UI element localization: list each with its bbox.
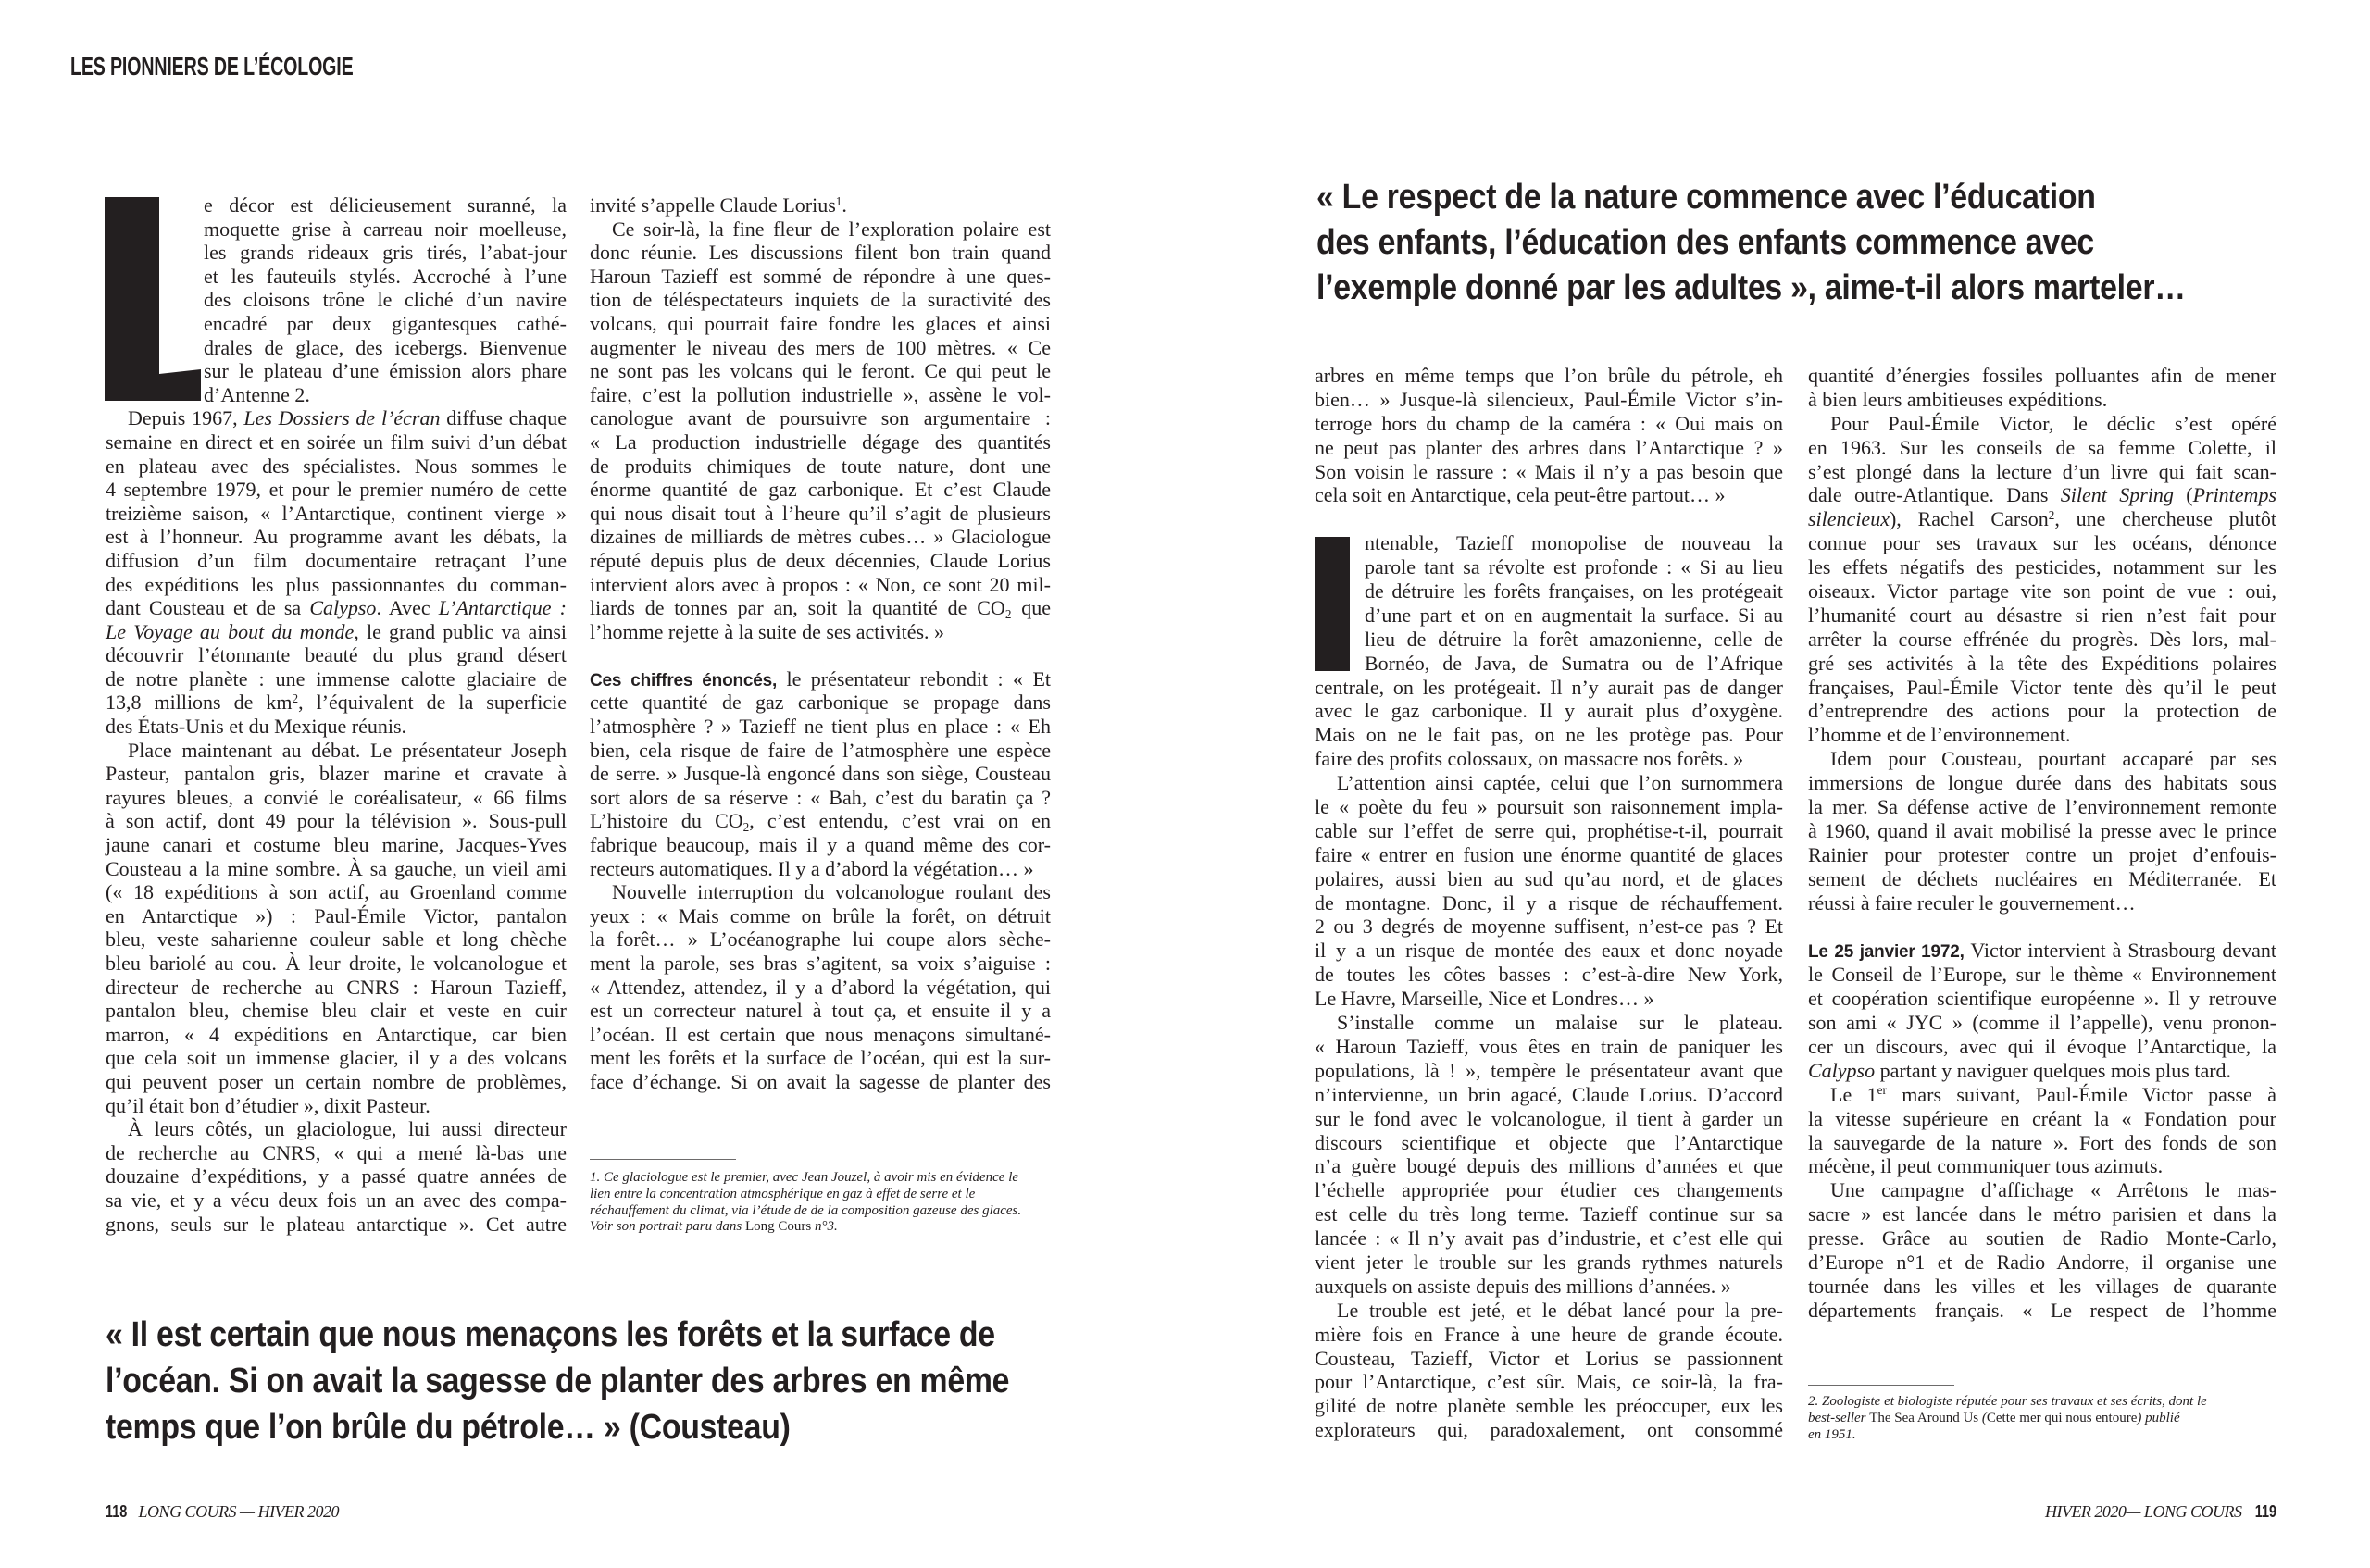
paragraph-gap xyxy=(590,643,1051,667)
text-line: les grands rideaux gris tirés, l’abat-jour xyxy=(204,241,567,265)
roman-text: The Sea Around Us xyxy=(1869,1410,1979,1425)
text-line: gnons, seuls sur le plateau antarctique ». Cet autre xyxy=(106,1212,567,1236)
text-line: oiseaux. Victor partage vite son point de vue : oui, xyxy=(1808,579,2276,604)
paragraph xyxy=(1315,531,1783,771)
text-line: Son voisin le rassure : « Mais il n’y a pas besoin que xyxy=(1315,459,1783,483)
text-line: 2 ou 3 degrés de moyenne suffisent, n’est-ce pas ? Et xyxy=(1315,915,1783,939)
text-line: ne sont pas les volcans qui le feront. Ce qui peut le xyxy=(590,359,1051,383)
text-line: ntenable, Tazieff monopolise de nouveau la xyxy=(1365,531,1783,555)
text-line: des expéditions les plus passionnantes du comman- xyxy=(106,572,567,596)
text-line: Pour Paul-Émile Victor, le déclic s’est opéré xyxy=(1830,411,2276,435)
italic-text: Printemps xyxy=(2192,483,2277,507)
text-line: gré ses activités à la tête des Expéditions polaires xyxy=(1808,651,2276,675)
paragraph xyxy=(590,218,1051,644)
text-line: diffusion d’un film documentaire retraçant l’une xyxy=(106,548,567,572)
text-line: intervient alors avec à propos : « Non, ce sont 20 mil- xyxy=(590,572,1051,596)
text-line: d’entreprendre des actions pour la protection de xyxy=(1808,699,2276,723)
footnote-rule xyxy=(590,1159,736,1160)
paragraph xyxy=(106,1117,567,1236)
text-line: moquette grise à carreau noir moelleuse, xyxy=(204,217,567,241)
text-line: L’histoire du CO2, c’est entendu, c’est vrai on en xyxy=(590,809,1051,835)
page-number: 119 xyxy=(2254,1502,2276,1521)
text-line: l’océan. Si on avait la sagesse de planter des arbres en même xyxy=(106,1362,1010,1400)
text-line: cette quantité de gaz carbonique se propage dans xyxy=(590,691,1051,715)
paragraph xyxy=(1315,364,1783,507)
text-line: des cloisons trône le cliché d’un navire xyxy=(204,288,567,312)
text-line: Pasteur, pantalon gris, blazer marine et cravate à xyxy=(106,762,567,786)
text-line: (« 18 expéditions à son actif, au Groenland comme xyxy=(106,880,567,904)
text-line: « Haroun Tazieff, vous êtes en train de paniquer les xyxy=(1315,1034,1783,1058)
text-line: la forêt… » L’océanographe lui coupe alors sèche- xyxy=(590,927,1051,952)
italic-text: Le Voyage au bout du monde xyxy=(106,619,355,643)
text-line: Nouvelle interruption du volcanologue roulant des xyxy=(612,880,1051,904)
paragraph xyxy=(1808,364,2276,412)
paragraph xyxy=(1808,412,2276,747)
paragraph xyxy=(1315,771,1783,1011)
text-line: Le 1er mars suivant, Paul-Émile Victor passe à xyxy=(1830,1082,2276,1106)
bold-lead-in: Ces chiffres énoncés, xyxy=(590,670,778,691)
text-line: sacre » est lancée dans le métro parisien et dans la xyxy=(1808,1202,2276,1226)
paragraph xyxy=(1315,1011,1783,1299)
text-line: à bien leurs ambitieuses expéditions. xyxy=(1808,387,2108,411)
text-line: à 1960, quand il avait mobilisé la presse avec le prince xyxy=(1808,818,2276,842)
text-line: explorateurs qui, paradoxalement, ont consommé xyxy=(1315,1418,1783,1442)
text-line: yeux : « Mais comme on brûle la forêt, on détruit xyxy=(590,903,1051,927)
text-line: « Il est certain que nous menaçons les forêts et la surface de xyxy=(106,1315,995,1354)
text-line: marron, « 4 expéditions en Antarctique, car bien xyxy=(106,1022,567,1046)
text-line: de recherche au CNRS, « qui a mené là-bas une xyxy=(106,1140,567,1164)
text-line: réchauffement du climat, via l’étude de de la composition gazeuse des glaces. xyxy=(590,1202,1022,1218)
paragraph xyxy=(590,880,1051,1093)
text-line: dale outre-Atlantique. Dans Silent Spring (Printemps xyxy=(1808,483,2277,507)
article-column-2 xyxy=(590,193,1051,1094)
folio-right xyxy=(2045,1502,2276,1521)
paragraph xyxy=(1808,1178,2276,1322)
footnote-1 xyxy=(590,1170,1051,1236)
text-line: auxquels on assiste depuis des millions d’années. » xyxy=(1315,1274,1731,1298)
text-line: parole tant sa révolte est profonde : « Si au lieu xyxy=(1365,555,1783,579)
text-line: qu’il était bon d’étudier », dixit Pasteur. xyxy=(106,1093,430,1117)
text-line: arbres en même temps que l’on brûle du pétrole, eh xyxy=(1315,364,1783,387)
text-line: son ami « JYC » (comme il l’appelle), venu pronon- xyxy=(1808,1011,2276,1035)
article-column-4 xyxy=(1808,364,2276,1323)
folio-left xyxy=(106,1502,339,1521)
text-line: l’exemple donné par les adultes », aime-t-il alors marteler… xyxy=(1316,268,2186,307)
text-line: S’installe comme un malaise sur le plateau. xyxy=(1337,1011,1783,1035)
text-line: cela soit en Antarctique, cela peut-être partout… » xyxy=(1315,483,1726,507)
pull-quote-victor xyxy=(1316,175,2186,311)
text-line: Cousteau, Tazieff, Victor et Lorius se passionnent xyxy=(1315,1346,1783,1370)
article-column-1 xyxy=(106,193,567,1236)
text-line: lancée : « Il n’y avait pas d’industrie, et c’est elle qui xyxy=(1315,1226,1783,1251)
text-line: faire des profits colossaux, on massacre nos forêts. » xyxy=(1315,747,1744,771)
publication-issue: LONG COURS — HIVER 2020 xyxy=(138,1502,340,1521)
text-line: invité s’appelle Claude Lorius$^1$. xyxy=(590,193,847,217)
text-line: lieu de détruire la forêt amazonienne, celle de xyxy=(1365,627,1783,651)
text-line: centrale, on les protégeait. Il n’y aurait pas de danger xyxy=(1315,675,1783,699)
text-line: la mer. Sa défense active de l’environnement remonte xyxy=(1808,795,2276,819)
text-line: de notre planète : une immense calotte glaciaire de xyxy=(106,666,567,691)
paragraph xyxy=(1315,1299,1783,1442)
text-line: mière fois en France à une heure de grande écoute. xyxy=(1315,1322,1783,1346)
italic-text: Silent Spring xyxy=(2060,483,2174,507)
text-line: discours scientifique et objecte que l’Antarctique xyxy=(1315,1130,1783,1154)
text-line: en 1951. xyxy=(1808,1426,1856,1442)
text-line: bien… » Jusque-là silencieux, Paul-Émile Victor s’in- xyxy=(1315,387,1783,411)
text-line: l’atmosphère ? » Tazieff ne tient plus en place : « Eh xyxy=(590,715,1051,739)
text-line: ment les forêts et la surface de l’océan, qui est la sur- xyxy=(590,1046,1051,1070)
text-line: sur le plateau d’une émission alors phare xyxy=(204,359,567,383)
text-line: arrêter la course effrénée du progrès. Dès lors, mal- xyxy=(1808,627,2276,651)
text-line: l’échelle appropriée pour étudier ces changements xyxy=(1315,1178,1783,1202)
superscript: er xyxy=(1877,1083,1887,1098)
text-line: faire, c’est la pollution industrielle », assène le vol- xyxy=(590,382,1051,406)
text-line: Place maintenant au débat. Le présentateur Joseph xyxy=(128,738,567,762)
text-line: françaises, Paul-Émile Victor tente dès qu’il le peut xyxy=(1808,675,2276,699)
superscript: 1 xyxy=(835,193,842,208)
paragraph xyxy=(590,667,1051,880)
text-line: qui peuvent poser un certain nombre de problèmes, xyxy=(106,1069,567,1093)
text-line: est à l’honneur. Au programme avant les débats, la xyxy=(106,525,567,549)
text-line: d’Europe n°1 et de Radio Andorre, il organise une xyxy=(1808,1250,2276,1274)
publication-issue: HIVER 2020— LONG COURS xyxy=(2044,1502,2242,1521)
text-line: 1. Ce glaciologue est le premier, avec Jean Jouzel, à avoir mis en évidence le xyxy=(590,1170,1019,1185)
text-line: à son actif, dont 49 pour la télévision ». Sous-pull xyxy=(106,809,567,833)
text-line: Ce soir-là, la fine fleur de l’exploration polaire est xyxy=(612,217,1051,241)
roman-text: Cette mer qui nous entoure xyxy=(1986,1410,2138,1425)
text-line: s’est plongé dans la lecture d’un livre qui fait scan- xyxy=(1808,459,2276,483)
roman-text: Long Cours xyxy=(744,1219,812,1235)
text-line: que cela soit un immense glacier, il y a des volcans xyxy=(106,1046,567,1070)
text-line: drales de glace, des icebergs. Bienvenue xyxy=(204,335,567,359)
text-line: 2. Zoologiste et biologiste réputée pour ses travaux et ses écrits, dont le xyxy=(1808,1394,2207,1409)
text-line: treizième saison, « l’Antarctique, continent vierge » xyxy=(106,501,567,525)
text-line: énorme quantité de gaz carbonique. Et c’est Claude xyxy=(590,478,1051,502)
text-line: la sauvegarde de la nature ». Fort des fonds de son xyxy=(1808,1130,2276,1154)
text-line: de toutes les côtes basses : c’est-à-dire New York, xyxy=(1315,963,1783,987)
text-line: volcans, qui pourrait faire fondre les glaces et ainsi xyxy=(590,311,1051,335)
text-line: temps que l’on brûle du pétrole… » (Cousteau) xyxy=(106,1408,791,1447)
text-line: ment la parole, ses bras s’agitent, sa voix s’aiguise : xyxy=(590,952,1051,975)
text-line: immersions de longue durée dans des habitats sous xyxy=(1808,771,2276,795)
running-head: LES PIONNIERS DE L’ÉCOLOGIE xyxy=(70,52,354,81)
paragraph-gap xyxy=(1808,915,2276,939)
text-line: semaine en direct et en soirée un film suivi d’un débat xyxy=(106,429,567,454)
footnote-2 xyxy=(1808,1394,2276,1443)
text-line: qui nous disait tout à l’heure qu’il s’agit de plusieurs xyxy=(590,501,1051,525)
text-line: mécène, il peut communiquer tous azimuts. xyxy=(1808,1154,2164,1178)
text-line: canologue avant de poursuivre son argumentaire : xyxy=(590,406,1051,430)
text-line: fabrique beaucoup, mais il y a quand même des cor- xyxy=(590,833,1051,857)
text-line: d’une part et on en augmentait la surface. Si au xyxy=(1365,603,1783,627)
subscript: 2 xyxy=(1004,607,1012,622)
text-line: bleu, veste saharienne couleur sable et long chèche xyxy=(106,927,567,952)
text-line: découvrir l’étonnante beauté du plus grand désert xyxy=(106,643,567,667)
text-line: cer un discours, avec qui il évoque l’Antarctique, la xyxy=(1808,1034,2276,1058)
text-line: n’intervienne, un brin agacé, Claude Lorius. D’accord xyxy=(1315,1082,1783,1106)
paragraph xyxy=(1808,1083,2276,1179)
text-line: n’a guère bougé depuis des millions d’années et que xyxy=(1315,1154,1783,1178)
text-line: sur le fond avec le volcanologue, il tient à garder un xyxy=(1315,1106,1783,1130)
paragraph xyxy=(106,406,567,738)
text-line: best-seller The Sea Around Us (Cette mer qui nous entoure) publié xyxy=(1808,1410,2180,1425)
text-line: ne peut pas planter des arbres dans l’Antarctique ? » xyxy=(1315,435,1783,459)
superscript: 2 xyxy=(292,691,299,706)
text-line: Ces chiffres énoncés, le présentateur rebondit : « Et xyxy=(590,666,1051,691)
text-line: avec le gaz carbonique. Il y aurait plus d’oxygène. xyxy=(1315,699,1783,723)
subscript: 2 xyxy=(742,820,750,835)
text-line: polaires, aussi bien au sud qu’au nord, et de glaces xyxy=(1315,866,1783,890)
text-line: en 1963. Sur les conseils de sa femme Colette, il xyxy=(1808,435,2276,459)
text-line: connue pour ses travaux sur les océans, dénonce xyxy=(1808,531,2276,555)
text-line: Le Voyage au bout du monde, le grand public va ainsi xyxy=(106,619,567,643)
text-line: le « poète du feu » poursuit son raisonnement impla- xyxy=(1315,795,1783,819)
text-line: silencieux), Rachel Carson$^2$, une chercheuse plutôt xyxy=(1808,507,2277,531)
text-line: douzaine d’expéditions, y a passé quatre années de xyxy=(106,1164,567,1188)
text-line: presse. Grâce au soutien de Radio Monte-Carlo, xyxy=(1808,1226,2276,1251)
text-line: et coopération scientifique européenne ». Il y retrouve xyxy=(1808,987,2276,1011)
text-line: Mais on ne le fait pas, on ne les protège pas. Pour xyxy=(1315,723,1783,747)
text-line: rayures bleues, a convié le coréalisateur, « 66 films xyxy=(106,785,567,809)
paragraph xyxy=(590,193,1051,218)
text-line: dant Cousteau et de sa Calypso. Avec L’Antarctique : xyxy=(106,596,567,620)
text-line: le Conseil de l’Europe, sur le thème « Environnement xyxy=(1808,963,2276,987)
text-line: bleu bariolé au cou. À leur droite, le volcanologue et xyxy=(106,952,567,975)
text-line: de montagne. Donc, il y a risque de réchauffement. xyxy=(1315,890,1783,915)
text-line: 4 septembre 1979, et pour le premier numéro de cette xyxy=(106,478,567,502)
text-line: donc réunie. Les discussions filent bon train quand xyxy=(590,241,1051,265)
text-line: Rainier pour protester contre un projet d’enfouis- xyxy=(1808,842,2276,866)
text-line: pour l’Antarctique, c’est sûr. Mais, ce soir-là, la fra- xyxy=(1315,1370,1783,1394)
text-line: tournée dans les villes et les villages de quarante xyxy=(1808,1274,2276,1298)
text-line: et les fauteuils stylés. Accroché à l’une xyxy=(204,264,567,288)
text-line: l’homme et de l’environnement. xyxy=(1808,723,2071,747)
superscript: 2 xyxy=(2048,508,2055,523)
paragraph xyxy=(106,739,567,1118)
text-line: jaune canari et costume bleu marine, Jacques-Yves xyxy=(106,833,567,857)
text-line: Une campagne d’affichage « Arrêtons le mas- xyxy=(1830,1178,2276,1202)
text-line: recteurs automatiques. Il y a d’abord la végétation… » xyxy=(590,856,1034,880)
text-line: départements français. « Le respect de l’homme xyxy=(1808,1298,2276,1322)
page-number: 118 xyxy=(106,1502,128,1521)
text-line: est celle du très long terme. Tazieff continue sur sa xyxy=(1315,1202,1783,1226)
paragraph xyxy=(106,193,567,406)
text-line: sort alors de sa réserve : « Bah, c’est du baratin ça ? xyxy=(590,785,1051,809)
text-line: cable sur l’effet de serre qui, prophétise-t-il, pourrait xyxy=(1315,818,1783,842)
text-line: À leurs côtés, un glaciologue, lui aussi directeur xyxy=(128,1117,567,1141)
text-line: en plateau avec des spécialistes. Nous sommes le xyxy=(106,454,567,478)
text-line: Calypso partant y naviguer quelques mois plus tard. xyxy=(1808,1058,2232,1082)
text-line: des États-Unis et du Mexique réunis. xyxy=(106,715,407,739)
text-line: pantalon bleu, chemise bleu clair et veste en cuir xyxy=(106,999,567,1023)
text-line: est un correcteur naturel à tout ça, et ensuite il y a xyxy=(590,999,1051,1023)
text-line: 13,8 millions de $km^2$, l’équivalent de la superficie xyxy=(106,691,567,715)
text-line: vient jeter le trouble sur les grands rythmes naturels xyxy=(1315,1250,1783,1274)
text-line: e décor est délicieusement suranné, la xyxy=(204,193,567,217)
text-line: quantité d’énergies fossiles polluantes afin de mener xyxy=(1808,364,2276,387)
text-line: il y a un risque de montée des eaux et donc noyade xyxy=(1315,939,1783,963)
text-line: gilité de notre planète semble les préoccuper, eux les xyxy=(1315,1394,1783,1418)
text-line: Le trouble est jeté, et le débat lancé pour la pre- xyxy=(1337,1298,1783,1322)
text-line: sement de déchets nucléaires en Méditerranée. Et xyxy=(1808,866,2276,890)
text-line: Depuis 1967, Les Dossiers de l’écran diffuse chaque xyxy=(128,406,567,430)
text-line: L’attention ainsi captée, celui que l’on surnommera xyxy=(1337,771,1783,795)
text-line: d’Antenne 2. xyxy=(204,382,310,406)
italic-text: Calypso xyxy=(1808,1058,1876,1082)
text-line: Cousteau a la mine sombre. À sa gauche, un vieil ami xyxy=(106,856,567,880)
text-line: faire « entrer en fusion une énorme quantité de glaces xyxy=(1315,842,1783,866)
text-line: les effets négatifs des pesticides, notamment sur les xyxy=(1808,555,2276,579)
text-line: dizaines de milliards de mètres cubes… » Glaciologue xyxy=(590,525,1051,549)
text-line: de serre. » Jusque-là engoncé dans son siège, Cousteau xyxy=(590,762,1051,786)
pull-quote-cousteau xyxy=(106,1312,1009,1450)
text-line: augmenter le niveau des mers de 100 mètres. « Ce xyxy=(590,335,1051,359)
text-line: terroge hors du champ de la caméra : « Oui mais on xyxy=(1315,411,1783,435)
text-line: « La production industrielle dégage des quantités xyxy=(590,429,1051,454)
text-line: sa vie, et y a vécu deux fois un an avec des compa- xyxy=(106,1188,567,1212)
italic-text: Les Dossiers de l’écran xyxy=(243,406,441,430)
footnote-rule xyxy=(1808,1385,1954,1386)
paragraph-gap xyxy=(1315,507,1783,531)
italic-text: Calypso xyxy=(309,596,377,620)
text-line: « Le respect de la nature commence avec l’éducation xyxy=(1316,178,2096,217)
text-line: de détruire les forêts françaises, on les protégeait xyxy=(1365,579,1783,604)
text-line: Haroun Tazieff est sommé de répondre à une ques- xyxy=(590,264,1051,288)
text-line: l’homme rejette à la suite de ses activités. » xyxy=(590,619,945,643)
italic-text: silencieux xyxy=(1808,507,1890,531)
text-line: directeur de recherche au CNRS : Haroun Tazieff, xyxy=(106,975,567,999)
paragraph xyxy=(1808,939,2276,1082)
text-line: Le 25 janvier 1972, Victor intervient à Strasbourg devant xyxy=(1808,939,2276,963)
article-column-3 xyxy=(1315,364,1783,1442)
text-line: réussi à faire reculer le gouvernement… xyxy=(1808,890,2136,915)
text-line: Voir son portrait paru dans Long Cours n°3. xyxy=(590,1219,838,1235)
text-line: tion de téléspectateurs inquiets de la suractivité des xyxy=(590,288,1051,312)
text-line: bien, cela risque de faire de l’atmosphère une espèce xyxy=(590,738,1051,762)
bold-lead-in: Le 25 janvier 1972, xyxy=(1808,942,1965,963)
text-line: Idem pour Cousteau, pourtant accaparé par ses xyxy=(1830,747,2276,771)
text-line: la vitesse supérieure en créant la « Fondation pour xyxy=(1808,1106,2276,1130)
text-line: « Attendez, attendez, il y a d’abord la végétation, qui xyxy=(590,975,1051,999)
text-line: de produits chimiques de toute nature, dont une xyxy=(590,454,1051,478)
text-line: des enfants, l’éducation des enfants commence avec xyxy=(1316,223,2094,262)
text-line: encadré par deux gigantesques cathé- xyxy=(204,311,567,335)
paragraph xyxy=(1808,747,2276,915)
text-line: lien entre la concentration atmosphérique en gaz à effet de serre et le xyxy=(590,1186,976,1201)
text-line: populations, là ! », tempère le présentateur avant que xyxy=(1315,1058,1783,1082)
text-line: l’océan. Il est certain que nous menaçons simultané- xyxy=(590,1022,1051,1046)
text-line: liards de tonnes par an, soit la quantité de CO2 que xyxy=(590,596,1052,622)
italic-text: L’Antarctique : xyxy=(438,596,567,620)
text-line: Bornéo, de Java, de Sumatra ou de l’Afrique xyxy=(1365,651,1783,675)
text-line: en Antarctique ») : Paul-Émile Victor, pantalon xyxy=(106,903,567,927)
text-line: réputé depuis plus de deux décennies, Claude Lorius xyxy=(590,548,1051,572)
text-line: Le Havre, Marseille, Nice et Londres… » xyxy=(1315,987,1654,1011)
text-line: l’humanité court au désastre si rien n’est fait pour xyxy=(1808,603,2276,627)
text-line: face d’échange. Si on avait la sagesse de planter des xyxy=(590,1069,1051,1093)
